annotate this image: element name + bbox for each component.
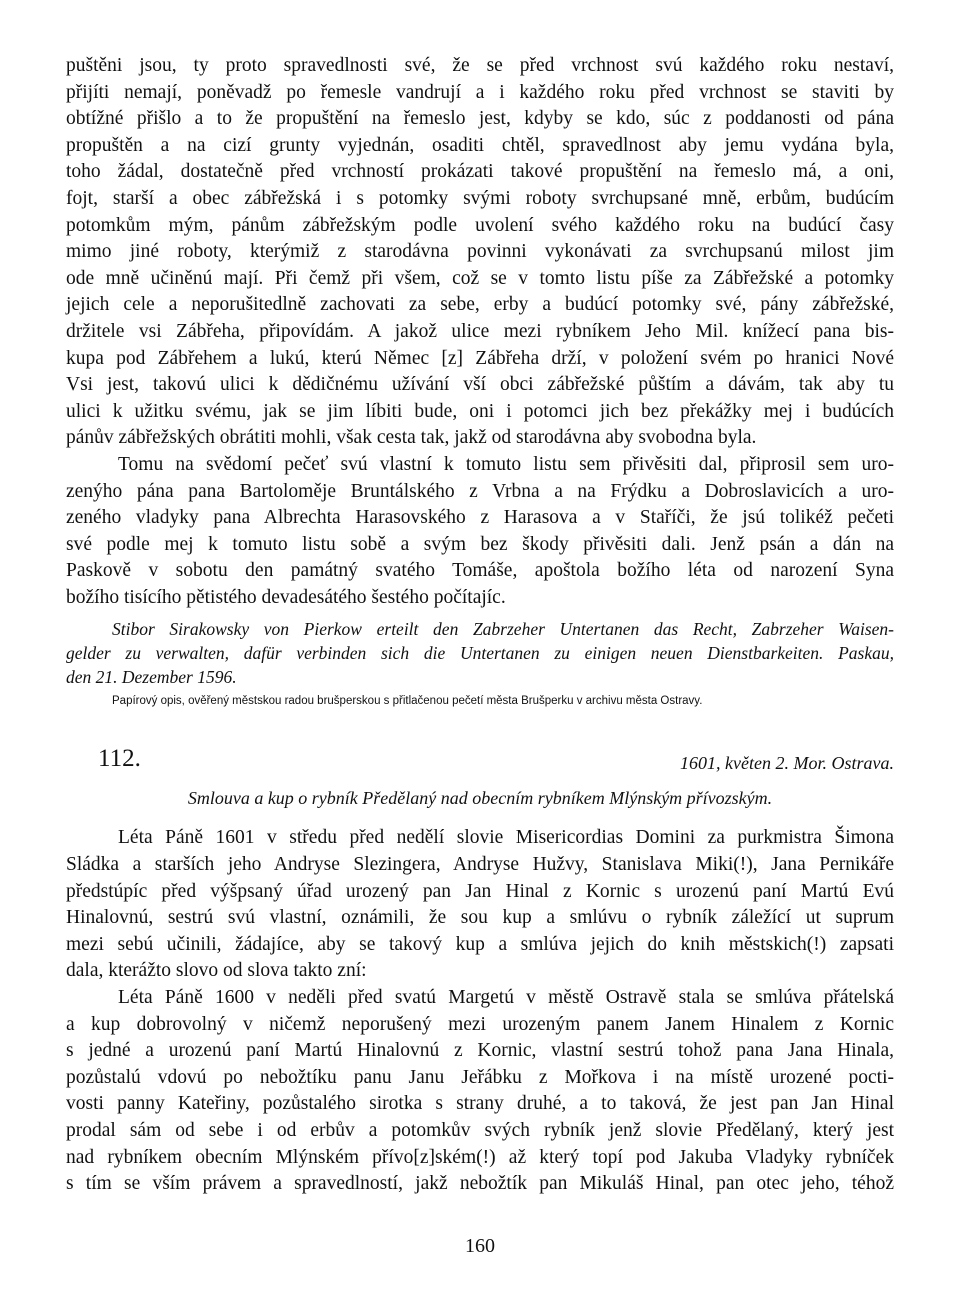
text-line: vosti panny Kateřiny, pozůstalého sirotka s strany druhé, a to taková, že jest pan Jan Hinal	[66, 1093, 894, 1115]
document-number: 112.	[98, 745, 141, 773]
text-line: kupa pod Zábřehem a lukú, kterú Němec [z] Zábřeha drží, v položení svém po hranici Nové	[66, 347, 894, 369]
text-line: s tím se vším právem a spravedlností, jakž nebožtík pan Mikuláš Hinal, pan otec jeho, téhož	[66, 1173, 894, 1195]
summary-line: Stibor Sirakowsky von Pierkow erteilt den Zabrzeher Untertanen das Recht, Zabrzeher Waisen-	[112, 619, 894, 640]
text-line: Tomu na svědomí pečeť svú vlastní k tomuto listu sem přivěsiti dal, připrosil sem uro-	[118, 453, 894, 475]
text-line: pánův zábřežských obrátiti mohli, však cesta tak, jakž od starodávna aby svobodna byla.	[66, 427, 757, 449]
text-line: nad rybníkem obecním Mlýnském přívo[z]ském(!) až který topí pod Jakuba Vladyky rybníček	[66, 1146, 894, 1168]
text-line: potomkům mým, pánům zábřežským podle uvolení svého každého roku na budúcí časy	[66, 214, 894, 236]
text-line: s jedné a urozenú paní Martú Hinalovnú z Kornic, vlastní sestrú tohož pana Jana Hinala,	[66, 1040, 894, 1062]
seal-paragraph	[66, 452, 894, 612]
text-line: božího tisícího pětistého devadesátého šestého počítajíc.	[66, 586, 506, 608]
german-summary	[66, 617, 894, 689]
text-line: přijíti nemají, poněvadž po řemesle vandrují a i každého roku před vrchnost se staviti by	[66, 81, 894, 103]
text-line: Léta Páně 1601 v středu před nedělí slovie Misericordias Domini za purkmistra Šimona	[118, 827, 894, 849]
text-line: dala, kterážto slovo od slova takto zní:	[66, 960, 367, 982]
text-line: Sládka a starších jeho Andryse Slezingera, Andryse Hužvy, Stanislava Miki(!), Jana Pernikáře	[66, 854, 894, 876]
text-line: fojt, starší a obec zábřežská i s potomky svými roboty svrchupsané mně, erbům, budúcím	[66, 187, 894, 209]
text-line: prodal sám od sebe i od erbův a potomkův svých rybník jenž slovie Předělaný, který jest	[66, 1120, 894, 1141]
text-line: pozůstalú vdovú po nebožtíku panu Janu Jeřábku z Mořkova i na místě urozené pocti-	[66, 1066, 894, 1088]
text-line: Hinalovnú, sestrú svú vlastní, oznámili, že sou kup a smlúvu o rybník záležící ut suprum	[66, 907, 894, 929]
text-line: propuštěn a na cizí grunty vyjednán, osaditi chtěl, spravedlnost aby jemu vydána byla,	[66, 134, 894, 156]
text-line: Vsi jest, takovú ulici k dědičnému užívání vší obci zábřežské půštím a dávám, tak aby tu	[66, 374, 894, 396]
text-line: obtížné přišlo a to že propuštění na řemeslo jest, kdyby se kdo, súc z poddanosti od pána	[66, 108, 894, 130]
text-line: ode mně učiněnú mají. Při čemž při všem, což se v tomto listu píše za Zábřežské a potomky	[66, 267, 894, 289]
document-header	[66, 745, 894, 785]
text-line: puštěni jsou, ty proto spravedlnosti své, že se před vrchnost svú každého roku nestaví,	[66, 55, 894, 76]
body-paragraph-2	[66, 985, 894, 1198]
document-title: Smlouva a kup o rybník Předělaný nad obecním rybníkem Mlýnským přívozským.	[187, 788, 773, 809]
text-line: předstúpíc před výšpsaný úřad urozený pan Jan Hinal z Kornic s urozenú paní Martú Evú	[66, 880, 894, 902]
text-line: jejich cele a neporušitedlně zachovati za sebe, erby a budúcí potomky své, pány zábřežské,	[66, 294, 894, 316]
page-number: 160	[465, 1235, 495, 1257]
text-line: mimo jiné roboty, kterýmiž z starodávna povinni vykonávati za svrchupsanú milost jim	[66, 241, 894, 263]
text-line: držitele vsi Zábřeha, připovídám. A jakož ulice mezi rybníkem Jeho Mil. knížecí pana bis-	[66, 320, 894, 342]
top-paragraph	[66, 53, 894, 452]
text-line: Paskově v sobotu den památný svatého Tomáše, apoštola božího léta od narození Syna	[66, 560, 894, 582]
document-date: 1601, květen 2. Mor. Ostrava.	[680, 753, 894, 774]
source-note: Papírový opis, ověřený městskou radou brušperskou s přitlačenou pečetí města Brušperku v archivu města Ostravy.	[112, 695, 703, 708]
text-line: mezi sebú učinili, žádajíce, aby se takový kup a smlúva jejich do knih městskich(!) zapsati	[66, 933, 894, 955]
page-content	[66, 53, 894, 1198]
body-paragraph-1	[66, 825, 894, 985]
text-line: ulici k užitku svému, jak se jim líbiti bude, oni i potomci jich bez překážky mej i budúcích	[66, 400, 894, 422]
text-line: toho žádal, dostatečně před vrchností prokázati takové propuštění na řemeslo má, a oni,	[66, 161, 894, 183]
text-line: a kup dobrovolný v ničemž neporušený mezi urozeným panem Janem Hinalem z Kornic	[66, 1013, 894, 1035]
text-line: své podle mej k tomuto listu sobě a svým bez škody přivěsiti dali. Jenž psán a dán na	[66, 533, 894, 555]
summary-line: den 21. Dezember 1596.	[66, 667, 237, 688]
text-line: zeného vladyky pana Albrechta Harasovského z Harasova a v Staříči, že jsú tolikéž pečeti	[66, 507, 894, 529]
summary-line: gelder zu verwalten, dafür verbinden sich die Untertanen zu einigen neuen Dienstbarkeiten. Paskau,	[66, 643, 894, 664]
text-line: zenýho pána pana Bartoloměje Bruntálského z Vrbna a na Frýdku a Dobroslavicích a uro-	[66, 480, 894, 502]
text-line: Léta Páně 1600 v neděli před svatú Margetú v městě Ostravě stala se smlúva přátelská	[118, 987, 894, 1009]
